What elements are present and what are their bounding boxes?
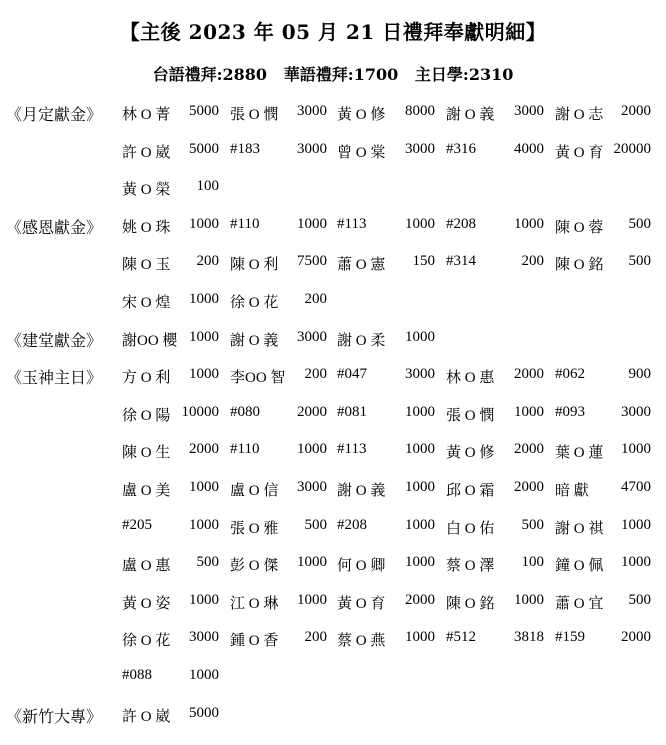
- donor-name: 黃 O 榮: [122, 182, 171, 199]
- donor-name: 許 O 崴: [122, 144, 171, 161]
- donation-amount: 4000: [514, 140, 544, 157]
- donation-amount: 20000: [613, 140, 651, 157]
- donor-name: #316: [446, 140, 476, 157]
- donor-name: 陳 O 銘: [555, 257, 604, 274]
- donor-name: #088: [122, 667, 152, 683]
- donation-amount: 1000: [514, 403, 544, 420]
- donation-amount: 1000: [514, 591, 544, 608]
- donor-name: 鍾 O 香: [230, 633, 279, 650]
- donor-name: 徐 O 花: [122, 633, 171, 650]
- donation-amount: 3000: [297, 479, 327, 495]
- donor-name: 宋 O 煌: [122, 295, 171, 311]
- donor-name: 盧 O 惠: [122, 558, 171, 575]
- donation-amount: 2000: [621, 629, 651, 646]
- donor-name: 陳 O 玉: [122, 257, 171, 274]
- donation-amount: 1000: [514, 215, 544, 232]
- donation-amount: 200: [521, 253, 544, 270]
- donor-name: 林 O 惠: [446, 370, 495, 387]
- donation-entry: [230, 404, 327, 424]
- donation-entry: [446, 103, 544, 123]
- donation-entry: [555, 253, 651, 273]
- donation-entry: [555, 366, 651, 386]
- donation-entry: [122, 592, 219, 612]
- donation-amount: 1000: [621, 554, 651, 571]
- donation-entry: [122, 103, 219, 123]
- donation-amount: 2000: [514, 366, 544, 383]
- donation-amount: 5000: [189, 704, 219, 721]
- donor-name: 謝 O 志: [555, 107, 604, 123]
- donation-amount: 3000: [297, 103, 327, 119]
- donation-amount: 100: [521, 554, 544, 571]
- donor-name: #183: [230, 140, 260, 157]
- donor-name: 盧 O 美: [122, 483, 171, 499]
- donor-name: 陳 O 利: [230, 257, 279, 274]
- donation-amount: 1000: [405, 403, 435, 420]
- donation-amount: 4700: [621, 479, 651, 495]
- attendance-summary: 台語禮拜:2880 華語禮拜:1700 主日學:2310: [152, 65, 514, 84]
- donation-entry: [122, 705, 219, 725]
- donor-name: 謝 O 柔: [337, 332, 386, 349]
- donation-amount: 200: [304, 366, 327, 383]
- donor-name: 謝 O 祺: [555, 520, 604, 537]
- section-label: 《建堂獻金》: [6, 330, 103, 350]
- donation-entry: [230, 216, 327, 236]
- donation-entry: [122, 667, 219, 687]
- donation-amount: 3000: [514, 103, 544, 119]
- donation-entry: [337, 441, 435, 461]
- donation-amount: 500: [196, 554, 219, 571]
- donation-amount: 7500: [297, 253, 327, 270]
- page-title: 【主後 2023 年 05 月 21 日禮拜奉獻明細】: [119, 20, 547, 44]
- donation-amount: 2000: [514, 441, 544, 458]
- donation-entry: [446, 253, 544, 273]
- donation-entry: [446, 141, 544, 161]
- donor-name: 張 O 雅: [230, 520, 279, 537]
- donation-amount: 8000: [405, 103, 435, 119]
- donor-name: 陳 O 銘: [446, 595, 495, 612]
- donation-entry: [446, 216, 544, 236]
- donation-amount: 3000: [405, 140, 435, 157]
- donation-amount: 3000: [297, 140, 327, 157]
- donor-name: 黃 O 修: [337, 107, 386, 123]
- donation-amount: 1000: [189, 516, 219, 533]
- donor-name: #080: [230, 403, 260, 420]
- donation-entry: [446, 441, 544, 461]
- donation-amount: 1000: [405, 479, 435, 495]
- donor-name: 黃 O 修: [446, 445, 495, 462]
- donor-name: 徐 O 花: [230, 295, 279, 311]
- donation-entry: [446, 517, 544, 537]
- donor-name: #208: [446, 215, 476, 232]
- donor-name: 蔡 O 燕: [337, 633, 386, 650]
- donation-entry: [230, 441, 327, 461]
- donation-entry: [122, 178, 219, 198]
- donation-entry: [230, 592, 327, 612]
- section-label: 《感恩獻金》: [6, 217, 103, 237]
- donor-name: 謝 O 義: [337, 483, 386, 499]
- donation-entry: [555, 479, 651, 499]
- donation-entry: [122, 404, 219, 424]
- donor-name: #208: [337, 516, 367, 533]
- donor-name: 陳 O 蓉: [555, 219, 604, 236]
- donor-name: 謝 O 義: [230, 332, 279, 349]
- donation-entry: [337, 103, 435, 123]
- donation-amount: 5000: [189, 103, 219, 119]
- donation-amount: 200: [304, 291, 327, 307]
- donor-name: 蕭 O 宜: [555, 595, 604, 612]
- donor-name: #159: [555, 629, 585, 646]
- donation-entry: [446, 554, 544, 574]
- donation-amount: 500: [304, 516, 327, 533]
- donor-name: 李OO 智: [230, 370, 286, 387]
- donation-amount: 1000: [189, 591, 219, 608]
- donor-name: 邱 O 霜: [446, 483, 495, 499]
- donation-amount: 100: [196, 178, 219, 195]
- donation-entry: [555, 216, 651, 236]
- donation-amount: 500: [628, 591, 651, 608]
- donation-entry: [337, 329, 435, 349]
- donation-amount: 1000: [405, 215, 435, 232]
- donation-amount: 3000: [297, 328, 327, 345]
- donation-amount: 1000: [297, 215, 327, 232]
- donation-entry: [122, 291, 219, 311]
- donation-amount: 3818: [514, 629, 544, 646]
- donor-name: #110: [230, 441, 260, 458]
- donation-amount: 900: [628, 366, 651, 383]
- donation-entry: [122, 141, 219, 161]
- donation-entry: [230, 366, 327, 386]
- section-label: 《新竹大專》: [6, 706, 103, 726]
- section-label: 《玉神主日》: [6, 368, 103, 388]
- donation-amount: 1000: [297, 441, 327, 458]
- donation-entry: [555, 441, 651, 461]
- donation-entry: [446, 479, 544, 499]
- donor-name: #062: [555, 366, 585, 383]
- donation-entry: [337, 253, 435, 273]
- donation-entry: [122, 253, 219, 273]
- donation-amount: 500: [628, 215, 651, 232]
- donation-amount: 1000: [189, 366, 219, 383]
- donor-name: 白 O 佑: [446, 520, 495, 537]
- donation-amount: 2000: [621, 103, 651, 119]
- donation-amount: 1000: [621, 516, 651, 533]
- donation-amount: 1000: [405, 629, 435, 646]
- donation-amount: 3000: [405, 366, 435, 383]
- donation-entry: [446, 592, 544, 612]
- donation-amount: 1000: [189, 291, 219, 307]
- donor-name: 何 O 卿: [337, 558, 386, 575]
- donation-entry: [230, 554, 327, 574]
- donor-name: 張 O 憫: [446, 407, 495, 424]
- donor-name: #314: [446, 253, 476, 270]
- donation-amount: 200: [196, 253, 219, 270]
- donor-name: 徐 O 陽: [122, 407, 171, 424]
- donor-name: 許 O 崴: [122, 708, 171, 725]
- donation-amount: 2000: [189, 441, 219, 458]
- donation-entry: [230, 329, 327, 349]
- donation-entry: [230, 479, 327, 499]
- donor-name: #512: [446, 629, 476, 646]
- donation-entry: [230, 141, 327, 161]
- donor-name: 曾 O 棠: [337, 144, 386, 161]
- donor-name: 黃 O 姿: [122, 595, 171, 612]
- donation-entry: [230, 629, 327, 649]
- donation-entry: [230, 291, 327, 311]
- donation-amount: 1000: [405, 441, 435, 458]
- donation-amount: 2000: [405, 591, 435, 608]
- donation-amount: 1000: [297, 554, 327, 571]
- donation-entry: [446, 404, 544, 424]
- donor-name: 蕭 O 憲: [337, 257, 386, 274]
- donation-amount: 1000: [621, 441, 651, 458]
- donation-entry: [122, 216, 219, 236]
- donation-entry: [122, 366, 219, 386]
- donation-entry: [230, 517, 327, 537]
- donation-entry: [230, 103, 327, 123]
- donation-entry: [337, 629, 435, 649]
- donor-name: #110: [230, 215, 260, 232]
- donor-name: 暗 獻: [555, 483, 589, 499]
- donation-amount: 2000: [514, 479, 544, 495]
- donation-amount: 150: [412, 253, 435, 270]
- donor-name: 蔡 O 澤: [446, 558, 495, 575]
- donation-entry: [337, 517, 435, 537]
- donor-name: 方 O 利: [122, 370, 171, 387]
- donation-entry: [337, 216, 435, 236]
- donor-name: 謝 O 義: [446, 107, 495, 123]
- donation-entry: [122, 479, 219, 499]
- donation-amount: 1000: [297, 591, 327, 608]
- donor-name: #113: [337, 441, 367, 458]
- donor-name: #113: [337, 215, 367, 232]
- donor-name: 彭 O 傑: [230, 558, 279, 575]
- donation-entry: [337, 592, 435, 612]
- donor-name: 姚 O 珠: [122, 219, 171, 236]
- donation-amount: 1000: [405, 554, 435, 571]
- donation-entry: [446, 629, 544, 649]
- donation-amount: 1000: [189, 328, 219, 345]
- donor-name: 葉 O 蓮: [555, 445, 604, 462]
- donation-amount: 10000: [181, 403, 219, 420]
- donation-amount: 200: [304, 629, 327, 646]
- donation-entry: [337, 479, 435, 499]
- donation-entry: [337, 404, 435, 424]
- donation-entry: [555, 404, 651, 424]
- donation-entry: [337, 141, 435, 161]
- donation-entry: [446, 366, 544, 386]
- donation-entry: [555, 554, 651, 574]
- donor-name: 林 O 菁: [122, 107, 171, 123]
- donation-amount: 500: [628, 253, 651, 270]
- donor-name: 江 O 琳: [230, 595, 279, 612]
- donor-name: #093: [555, 403, 585, 420]
- donation-amount: 1000: [189, 479, 219, 495]
- donation-entry: [122, 517, 219, 537]
- donor-name: #205: [122, 516, 152, 533]
- donor-name: 張 O 憫: [230, 107, 279, 123]
- donation-entry: [555, 517, 651, 537]
- donation-amount: 1000: [189, 215, 219, 232]
- donor-name: 陳 O 生: [122, 445, 171, 462]
- donation-amount: 3000: [189, 629, 219, 646]
- donation-entry: [337, 366, 435, 386]
- donation-amount: 3000: [621, 403, 651, 420]
- donation-entry: [555, 592, 651, 612]
- section-label: 《月定獻金》: [6, 105, 103, 124]
- donation-entry: [122, 554, 219, 574]
- donor-name: 黃 O 育: [555, 144, 604, 161]
- donation-amount: 2000: [297, 403, 327, 420]
- donor-name: #047: [337, 366, 367, 383]
- donation-entry: [230, 253, 327, 273]
- donation-amount: 1000: [405, 516, 435, 533]
- donation-entry: [555, 141, 651, 161]
- donor-name: 鐘 O 佩: [555, 558, 604, 575]
- donation-amount: 5000: [189, 140, 219, 157]
- donor-name: 黃 O 育: [337, 595, 386, 612]
- donation-entry: [337, 554, 435, 574]
- donor-name: #081: [337, 403, 367, 420]
- donation-amount: 500: [521, 516, 544, 533]
- donation-entry: [555, 629, 651, 649]
- donation-amount: 1000: [405, 328, 435, 345]
- donation-entry: [122, 441, 219, 461]
- donor-name: 謝OO 櫻: [122, 332, 178, 349]
- donation-amount: 1000: [189, 667, 219, 683]
- donor-name: 盧 O 信: [230, 483, 279, 499]
- donation-entry: [122, 329, 219, 349]
- donation-entry: [122, 629, 219, 649]
- donation-entry: [555, 103, 651, 123]
